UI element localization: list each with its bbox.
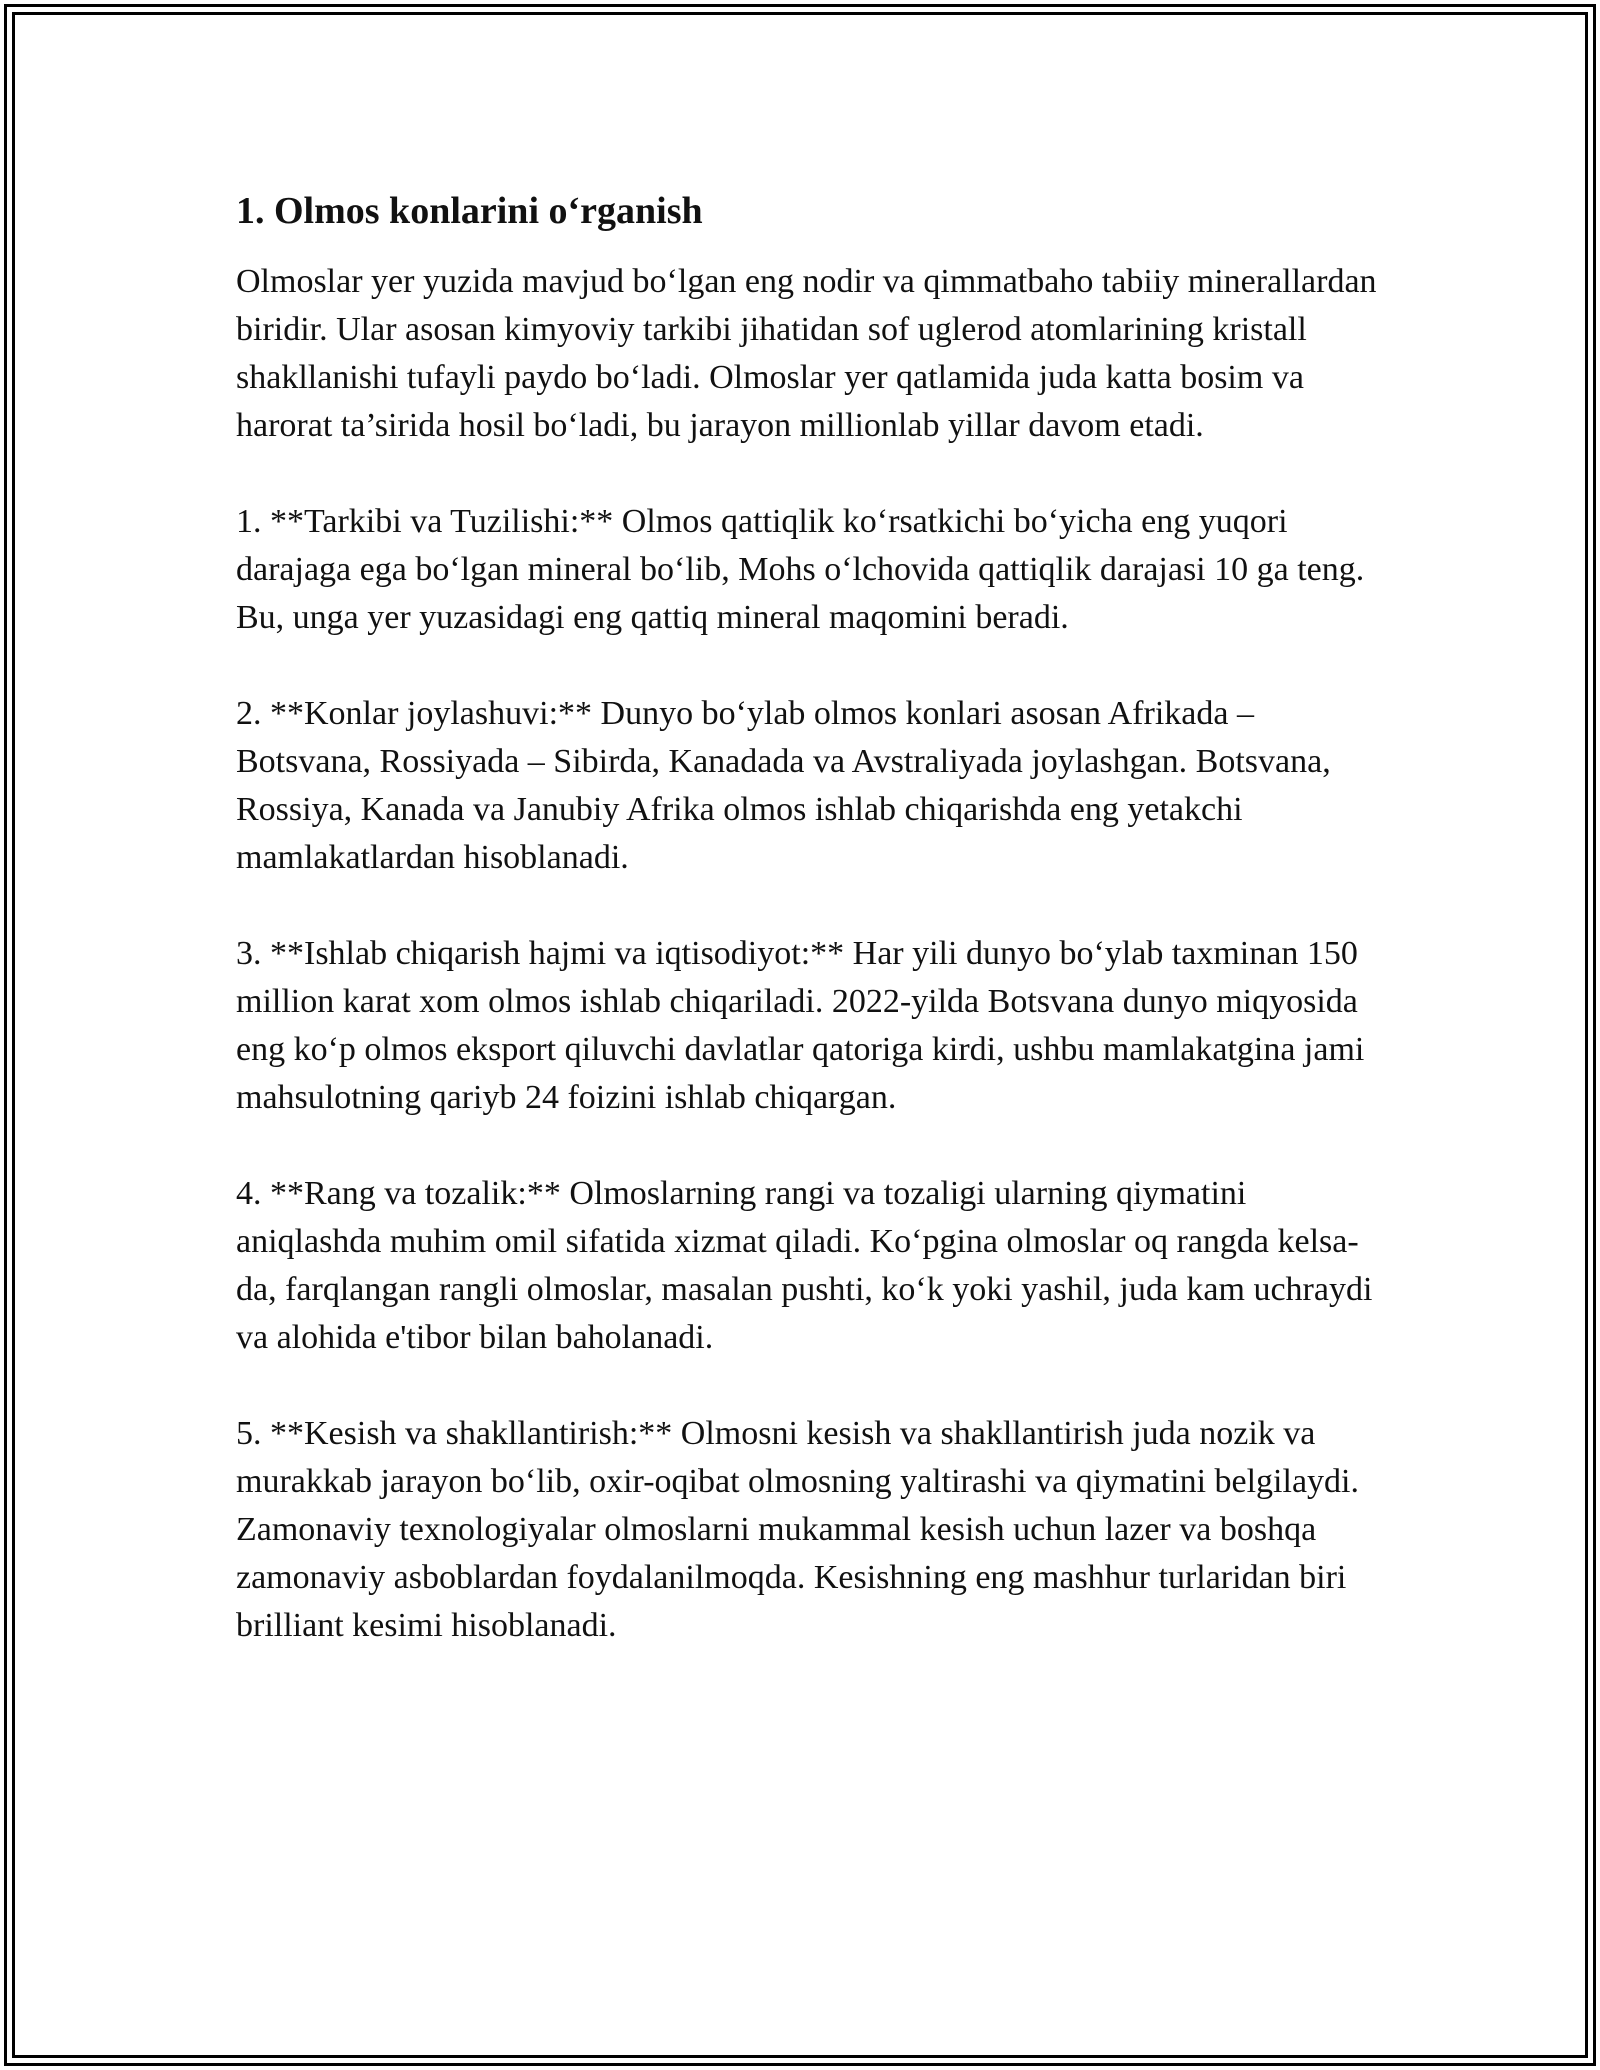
- document-body: [236, 186, 1386, 1650]
- list-item: 4. **Rang va tozalik:** Olmoslarning rangi va tozaligi ularning qiymatini aniqlashda muhim omil sifatida xizmat qiladi. Ko‘pgina olmoslar oq rangda kelsa-da, farqlangan rangli olmoslar, masalan pushti, ko‘k yoki yashil, juda kam uchraydi va alohida e'tibor bilan baholanadi.: [236, 1175, 1373, 1356]
- list-item: 5. **Kesish va shakllantirish:** Olmosni kesish va shakllantirish juda nozik va murakkab jarayon bo‘lib, oxir-oqibat olmosning yaltirashi va qiymatini belgilaydi. Zamonaviy texnologiyalar olmoslarni mukammal kesish uchun lazer va boshqa zamonaviy asboblardan foydalanilmoqda. Kesishning eng mashhur turlaridan biri brilliant kesimi hisoblanadi.: [236, 1415, 1359, 1644]
- list-item: 2. **Konlar joylashuvi:** Dunyo bo‘ylab olmos konlari asosan Afrikada – Botsvana, Rossiyada – Sibirda, Kanadada va Avstraliyada joylashgan. Botsvana, Rossiya, Kanada va Janubiy Afrika olmos ishlab chiqarishda eng yetakchi mamlakatlardan hisoblanadi.: [236, 695, 1331, 876]
- list-item: 1. **Tarkibi va Tuzilishi:** Olmos qattiqlik ko‘rsatkichi bo‘yicha eng yuqori darajaga ega bo‘lgan mineral bo‘lib, Mohs o‘lchovida qattiqlik darajasi 10 ga teng. Bu, unga yer yuzasidagi eng qattiq mineral maqomini beradi.: [236, 503, 1365, 636]
- list-item: 3. **Ishlab chiqarish hajmi va iqtisodiyot:** Har yili dunyo bo‘ylab taxminan 150 million karat xom olmos ishlab chiqariladi. 2022-yilda Botsvana dunyo miqyosida eng ko‘p olmos eksport qiluvchi davlatlar qatoriga kirdi, ushbu mamlakatgina jami mahsulotning qariyb 24 foizini ishlab chiqargan.: [236, 935, 1365, 1116]
- intro-paragraph: Olmoslar yer yuzida mavjud bo‘lgan eng nodir va qimmatbaho tabiiy minerallardan biridir. Ular asosan kimyoviy tarkibi jihatidan sof uglerod atomlarining kristall shakllanishi tufayli paydo bo‘ladi. Olmoslar yer qatlamida juda katta bosim va harorat ta’sirida hosil bo‘ladi, bu jarayon millionlab yillar davom etadi.: [236, 263, 1377, 444]
- document-title: 1. Olmos konlarini o‘rganish: [236, 190, 703, 232]
